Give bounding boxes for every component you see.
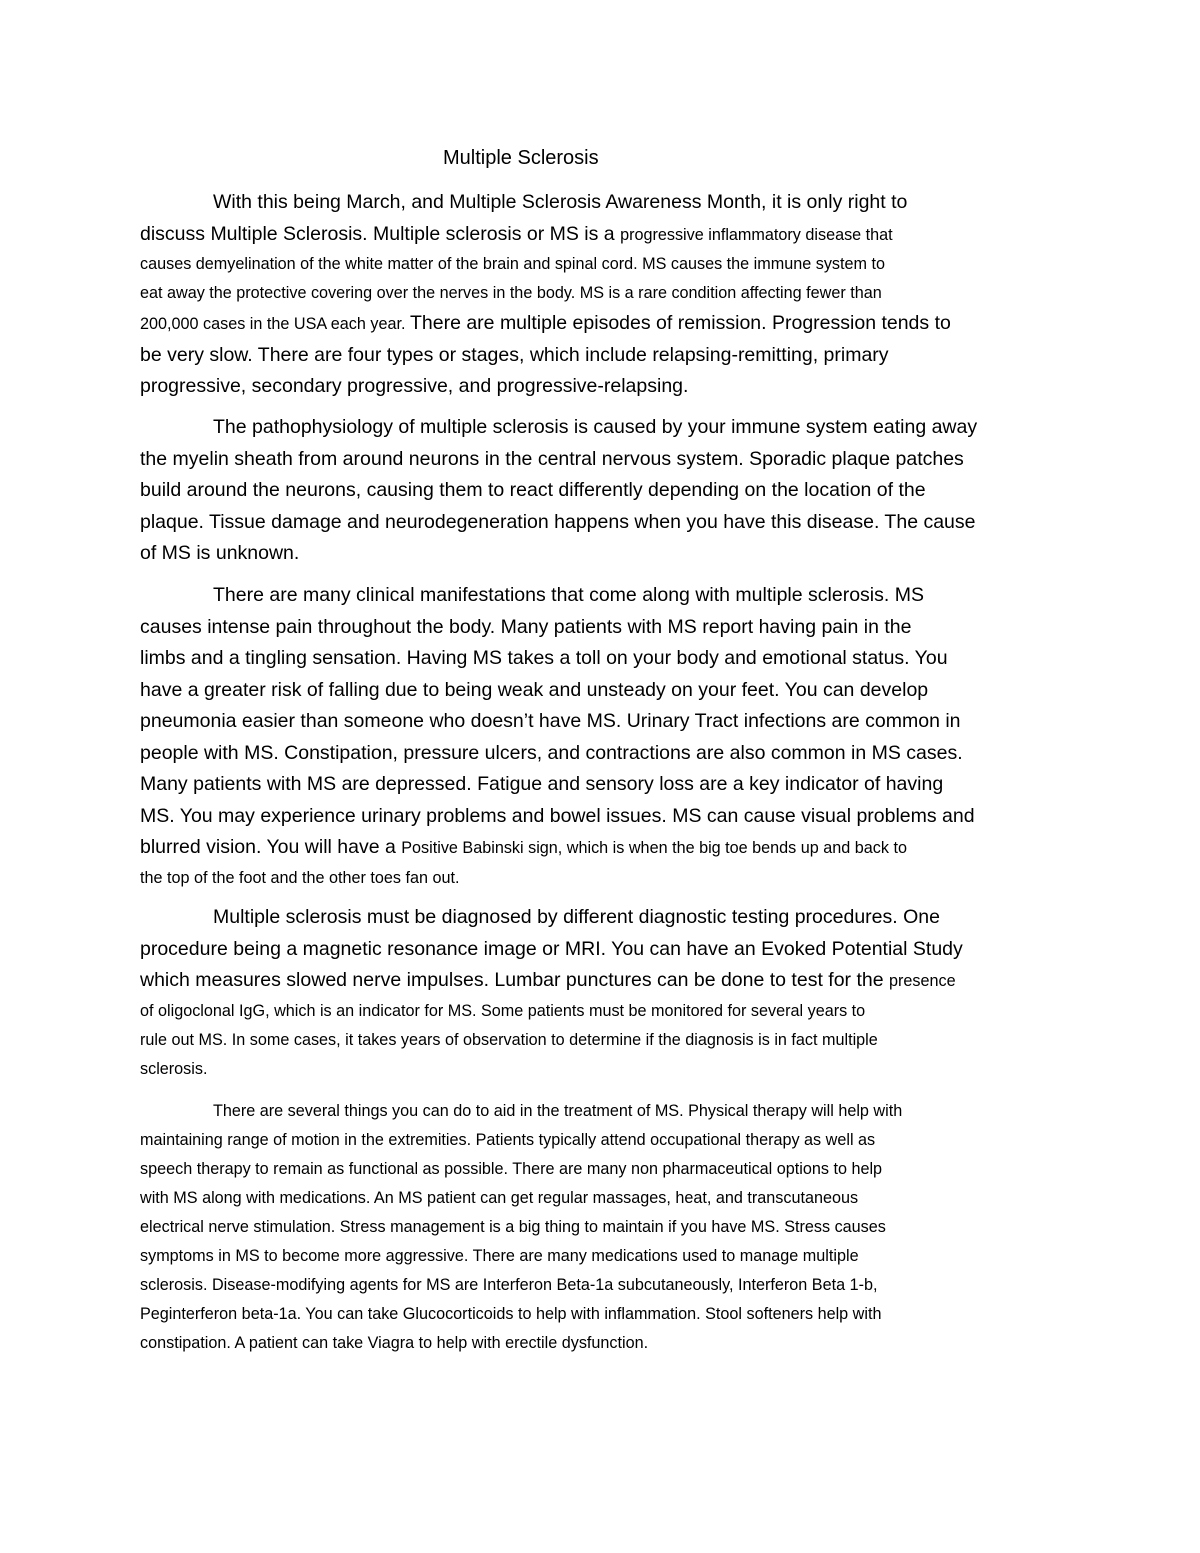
text-run: with MS along with medications. An MS patient can get regular massages, heat, and transcutaneous (140, 1189, 859, 1207)
text-run: sclerosis. (140, 1059, 208, 1078)
text-line (140, 1242, 1065, 1271)
text-line (140, 219, 1070, 251)
text-run: of MS is unknown. (140, 542, 300, 564)
text-run: blurred vision. You will have a (140, 836, 402, 858)
text-line (140, 1329, 1065, 1358)
text-line (140, 801, 1070, 833)
text-run: Positive Babinski sign, which is when the big toe bends up and back to (401, 839, 907, 857)
text-run: limbs and a tingling sensation. Having MS takes a toll on your body and emotional status. You (140, 647, 948, 669)
text-line (140, 1271, 1065, 1300)
text-line (140, 864, 1070, 893)
text-run: which measures slowed nerve impulses. Lumbar punctures can be done to test for the (140, 969, 889, 991)
text-line (140, 1184, 1065, 1213)
paragraph-pathophysiology (140, 412, 1070, 570)
text-run: MS. You may experience urinary problems and bowel issues. MS can cause visual problems and (140, 804, 975, 827)
text-line (140, 308, 1070, 340)
text-line (140, 1300, 1065, 1329)
text-line (140, 279, 1070, 308)
text-run: There are many clinical manifestations that come along with multiple sclerosis. MS (213, 584, 924, 606)
text-run: plaque. Tissue damage and neurodegeneration happens when you have this disease. The cause (140, 510, 976, 533)
text-line (140, 1213, 1065, 1242)
text-run: Many patients with MS are depressed. Fatigue and sensory loss are a key indicator of having (140, 773, 944, 795)
text-run: Peginterferon beta-1a. You can take Glucocorticoids to help with inflammation. Stool softeners help with (140, 1305, 882, 1323)
text-run: pneumonia easier than someone who doesn’t have MS. Urinary Tract infections are common in (140, 710, 961, 732)
paragraph-clinical-manifestations (140, 580, 1070, 893)
text-line (140, 769, 1070, 801)
paragraph-intro (140, 187, 1070, 403)
text-line (140, 250, 1070, 279)
text-line (140, 1055, 1070, 1084)
text-run: With this being March, and Multiple Sclerosis Awareness Month, it is only right to (213, 191, 908, 213)
text-run: rule out MS. In some cases, it takes years of observation to determine if the diagnosis is in fact multiple (140, 1030, 878, 1049)
text-line (140, 1155, 1065, 1184)
text-line (140, 371, 1070, 403)
text-line (140, 643, 1070, 675)
text-run: 200,000 cases in the USA each year. (140, 315, 410, 333)
text-line (140, 612, 1070, 644)
text-line (140, 902, 1070, 934)
text-run: causes demyelination of the white matter of the brain and spinal cord. MS causes the immune system to (140, 255, 885, 273)
text-run: maintaining range of motion in the extremities. Patients typically attend occupational therapy as well as (140, 1131, 876, 1149)
text-run: There are multiple episodes of remission. Progression tends to (409, 312, 951, 334)
text-line (140, 538, 1070, 570)
text-run: the myelin sheath from around neurons in the central nervous system. Sporadic plaque patches (140, 447, 964, 470)
paragraph-treatment (140, 1097, 1065, 1358)
text-run: of oligoclonal IgG, which is an indicator for MS. Some patients must be monitored for several years to (140, 1001, 866, 1020)
text-line (140, 965, 1070, 997)
text-run: discuss Multiple Sclerosis. Multiple sclerosis or MS is a (140, 222, 621, 245)
text-run: be very slow. There are four types or stages, which include relapsing-remitting, primary (140, 343, 889, 366)
paragraph-diagnosis (140, 902, 1070, 1084)
text-run: people with MS. Constipation, pressure ulcers, and contractions are also common in MS cases. (140, 741, 963, 764)
text-run: speech therapy to remain as functional as possible. There are many non pharmaceutical options to help (140, 1160, 883, 1178)
text-run: The pathophysiology of multiple sclerosis is caused by your immune system eating away (213, 416, 978, 438)
text-run: symptoms in MS to become more aggressive. There are many medications used to manage multiple (140, 1247, 859, 1265)
text-line (140, 340, 1070, 372)
text-line (140, 832, 1070, 864)
text-run: build around the neurons, causing them to react differently depending on the location of the (140, 479, 926, 501)
text-run: sclerosis. Disease-modifying agents for MS are Interferon Beta-1a subcutaneously, Interferon Beta 1-b, (140, 1276, 878, 1294)
text-line (140, 738, 1070, 770)
text-line (140, 706, 1070, 738)
text-line (140, 997, 1070, 1026)
page-title: Multiple Sclerosis (443, 147, 599, 169)
text-run: constipation. A patient can take Viagra to help with erectile dysfunction. (140, 1334, 649, 1352)
text-line (140, 1126, 1065, 1155)
text-run: There are several things you can do to aid in the treatment of MS. Physical therapy will help with (213, 1102, 903, 1120)
text-line (140, 187, 1070, 219)
text-line (140, 675, 1070, 707)
text-run: progressive, secondary progressive, and progressive-relapsing. (140, 375, 689, 397)
text-run: Multiple sclerosis must be diagnosed by different diagnostic testing procedures. One (213, 906, 940, 928)
text-run: causes intense pain throughout the body. Many patients with MS report having pain in the (140, 615, 912, 638)
text-line (140, 1097, 1065, 1126)
text-line (140, 580, 1070, 612)
text-line (140, 475, 1070, 507)
text-run: procedure being a magnetic resonance image or MRI. You can have an Evoked Potential Study (140, 937, 963, 960)
text-run: eat away the protective covering over the nerves in the body. MS is a rare condition affecting fewer than (140, 284, 882, 302)
text-line (140, 1026, 1070, 1055)
text-line (140, 507, 1070, 539)
text-line (140, 444, 1070, 476)
text-run: the top of the foot and the other toes fan out. (140, 868, 460, 887)
text-line (140, 412, 1070, 444)
text-line (140, 934, 1070, 966)
text-run: have a greater risk of falling due to being weak and unsteady on your feet. You can develop (140, 678, 929, 701)
text-run: presence (888, 972, 956, 990)
text-run: progressive inflammatory disease that (620, 225, 893, 244)
text-run: electrical nerve stimulation. Stress management is a big thing to maintain if you have MS. Stress causes (140, 1218, 886, 1236)
